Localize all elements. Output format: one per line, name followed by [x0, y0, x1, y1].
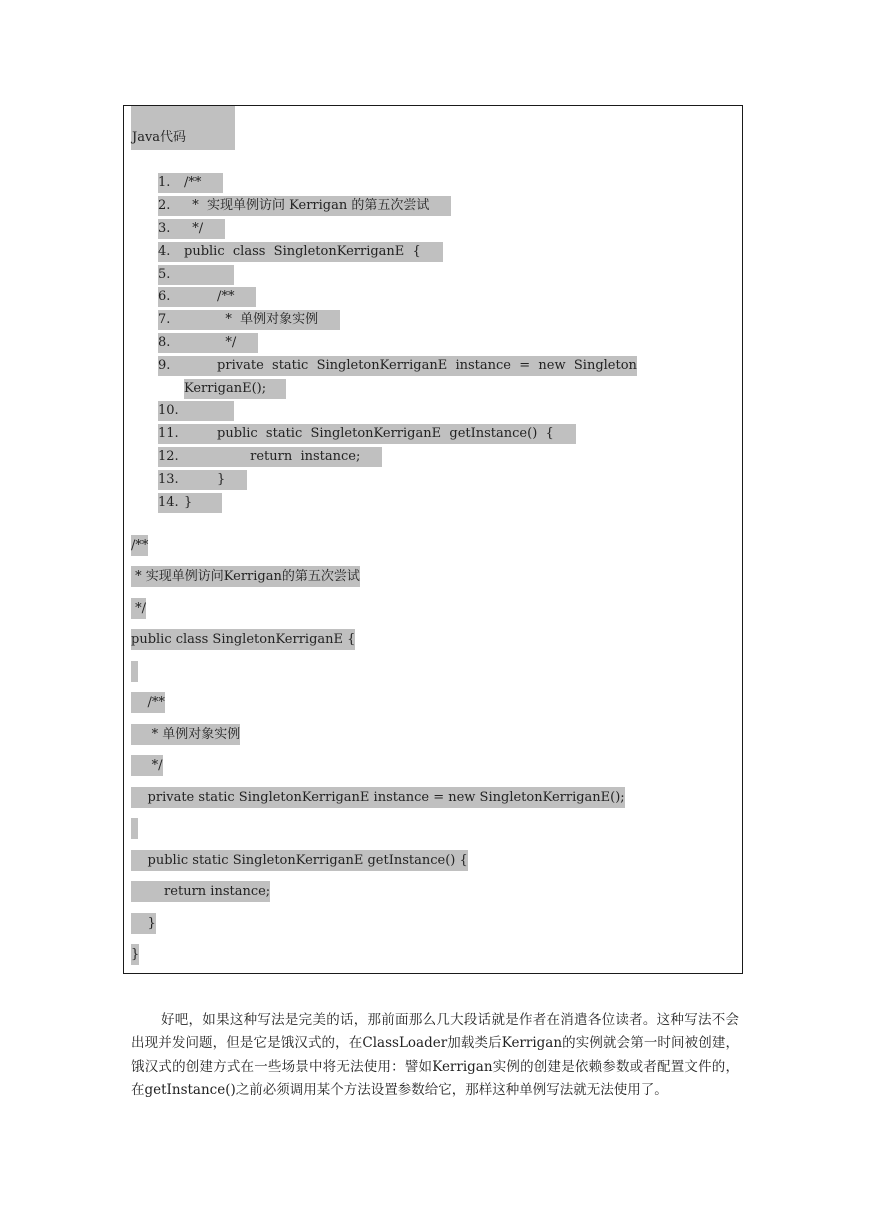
line-code: } — [184, 495, 193, 510]
code-line-5 — [131, 661, 138, 682]
line-number: 1. — [158, 175, 171, 190]
code-line-14: } — [131, 944, 139, 965]
numbered-line-14 — [158, 493, 222, 513]
code-line-4: public class SingletonKerriganE { — [131, 629, 355, 650]
line-number: 10. — [158, 403, 179, 418]
line-code: public static SingletonKerriganE getInstance() { — [184, 426, 554, 441]
line-number: 6. — [158, 289, 171, 304]
line-number: 11. — [158, 426, 179, 441]
numbered-line-6 — [158, 287, 256, 307]
line-number: 13. — [158, 472, 179, 487]
numbered-line-9 — [158, 356, 637, 376]
line-number: 8. — [158, 335, 171, 350]
line-code: } — [184, 472, 226, 487]
line-code: * 实现单例访问 Kerrigan 的第五次尝试 — [184, 198, 430, 213]
line-code: /** — [184, 175, 202, 190]
line-number: 3. — [158, 221, 171, 236]
line-code: /** — [184, 289, 235, 304]
numbered-line-9-continued — [184, 379, 286, 399]
line-number: 5. — [158, 267, 171, 282]
numbered-line-3 — [158, 219, 225, 239]
line-number: 9. — [158, 358, 171, 373]
numbered-line-5 — [158, 265, 234, 285]
numbered-line-12 — [158, 447, 382, 467]
line-code: public class SingletonKerriganE { — [184, 244, 421, 259]
numbered-line-1 — [158, 173, 223, 193]
line-number: 2. — [158, 198, 171, 213]
code-line-6: /** — [131, 692, 165, 713]
code-line-3: */ — [131, 598, 146, 619]
numbered-line-7 — [158, 310, 340, 330]
line-number: 7. — [158, 312, 171, 327]
code-line-13: } — [131, 913, 156, 934]
numbered-line-8 — [158, 333, 258, 353]
code-line-10 — [131, 818, 138, 839]
line-code: * 单例对象实例 — [184, 312, 319, 327]
line-number: 12. — [158, 449, 179, 464]
code-line-7: * 单例对象实例 — [131, 724, 240, 745]
line-code: */ — [184, 335, 237, 350]
numbered-line-2 — [158, 196, 451, 216]
numbered-line-11 — [158, 424, 576, 444]
body-paragraph: 好吧，如果这种写法是完美的话，那前面那么几大段话就是作者在消遣各位读者。这种写法不会出现并发问题，但是它是饿汉式的，在ClassLoader加载类后Kerrigan的实例就会第一时间被创建，饿汉式的创建方式在一些场景中将无法使用：譬如Kerrigan实例的创建是依赖参数或者配置文件的，在getInstance()之前必须调用某个方法设置参数给它，那样这种单例写法就无法使用了。 — [131, 1011, 739, 1098]
code-box — [123, 105, 743, 974]
numbered-line-13 — [158, 470, 247, 490]
line-number: 4. — [158, 244, 171, 259]
numbered-line-4 — [158, 242, 443, 262]
code-line-8: */ — [131, 755, 163, 776]
code-line-12: return instance; — [131, 881, 270, 902]
line-code: KerriganE(); — [184, 381, 267, 396]
numbered-line-10 — [158, 401, 234, 421]
code-line-1: /** — [131, 535, 148, 556]
line-number: 14. — [158, 495, 179, 510]
code-line-2: * 实现单例访问Kerrigan的第五次尝试 — [131, 566, 360, 587]
code-line-9: private static SingletonKerriganE instance = new SingletonKerriganE(); — [131, 787, 625, 808]
code-line-11: public static SingletonKerriganE getInstance() { — [131, 850, 468, 871]
line-code: private static SingletonKerriganE instance = new Singleton — [184, 358, 637, 373]
line-code: */ — [184, 221, 204, 236]
line-code: return instance; — [184, 449, 361, 464]
code-title: Java代码 — [131, 106, 235, 150]
